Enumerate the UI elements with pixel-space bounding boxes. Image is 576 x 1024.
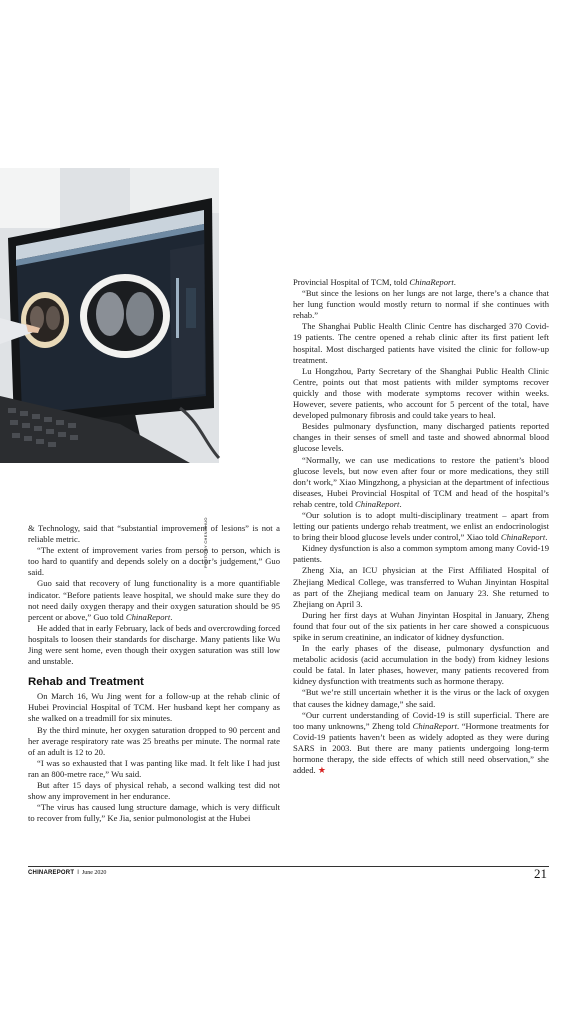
paragraph: In the early phases of the disease, pulmonary dysfunction and metabolic acidosis (acid accumulation in the body) from kidney lesions could be fatal. In later phases, however, many patients recovered from kidney dysfunction with treatments such as hormone therapy. [293,643,549,687]
section-subhead: Rehab and Treatment [28,676,144,689]
paragraph: Besides pulmonary dysfunction, many discharged patients reported changes in their senses of smell and taste and showed abnormal blood glucose levels. [293,421,549,454]
paragraph: During her first days at Wuhan Jinyintan Hospital in January, Zheng found that four out of the six patients in her care showed a conspicuous spike in serum creatinine, an indicator of kidney dysfunction. [293,609,549,642]
ct-scan-monitor-illustration [0,168,219,463]
paragraph: By the third minute, her oxygen saturation dropped to 90 percent and her average respiratory rate was 25 breaths per minute. The normal rate of an adult is 12 to 20. [28,724,280,757]
magazine-name: CHINAREPORT [28,870,75,876]
paragraph: “I was so exhausted that I was panting like mad. It felt like I had just ran an 800-metre race,” Wu said. [28,757,280,779]
paragraph: & Technology, said that “substantial improvement of lesions” is not a reliable metric. [28,523,280,545]
paragraph: Kidney dysfunction is also a common symptom among many Covid-19 patients. [293,543,549,565]
paragraph: “Our current understanding of Covid-19 is still superficial. There are too many unknowns,” Zheng told ChinaReport. “Hormone treatments for Covid-19 patients haven’t been as widely adopted as they were during SARS in 2003. But there are many patients undergoing long-term hormone therapy, the side effects of which still need observation,” she added. ★ [293,709,549,776]
paragraph: Zheng Xia, an ICU physician at the First Affiliated Hospital of Zhejiang Medical College, was transferred to Wuhan Jinyintan Hospital as part of the Zhejiang medical team on January 23. She returned to Zhejiang on April 3. [293,565,549,609]
paragraph: But after 15 days of physical rehab, a second walking test did not show any improvement in her endurance. [28,779,280,802]
photo-credit: PHOTO BY CHEN ZHUO [203,517,208,568]
paragraph: “The extent of improvement varies from person to person, which is too hard to quantify and depends solely on a doctor’s judgement,” Guo said. [28,545,280,578]
paragraph: Provincial Hospital of TCM, told ChinaReport. [293,277,456,287]
paragraph: “Our solution is to adopt multi-disciplinary treatment – apart from letting our patients undergo rehab treatment, we enlist an endocrinologist to bring their blood glucose levels under control,” Xiao told ChinaReport. [293,509,549,543]
paragraph: “But we’re still uncertain whether it is the virus or the lack of oxygen that causes the kidney damage,” she said. [293,687,549,709]
paragraph: He added that in early February, lack of beds and overcrowding forced hospitals to loosen their standards for discharge. Many patients like Wu Jing were sent home, even though their oxygen saturation was still low and unstable. [28,622,280,667]
left-column [28,523,280,824]
paragraph: Lu Hongzhou, Party Secretary of the Shanghai Public Health Clinic Centre, points out that most patients with milder symptoms recover quickly and those with moderate symptoms recover within weeks. However, severe patients, who account for 5 percent of the total, have developed pulmonary fibrosis and could take years to heal. [293,365,549,421]
issue-date: June 2020 [81,870,107,876]
right-column [293,277,549,776]
paragraph: On March 16, Wu Jing went for a follow-up at the rehab clinic of Hubei Provincial Hospital of TCM. Her husband kept her company as she walked on a treadmill for six minutes. [28,691,280,724]
paragraph: “The virus has caused lung structure damage, which is very difficult to recover from fully,” Ke Jia, senior pulmonologist at the Hubei [28,802,280,824]
paragraph: The Shanghai Public Health Clinic Centre has discharged 370 Covid-19 patients. The centre opened a rehab clinic after its first patient left hospital. Most discharged patients have visited the clinic for follow-up treatment. [293,321,549,365]
paragraph: Guo said that recovery of lung functionality is a more quantifiable indicator. “Before patients leave hospital, we should make sure they do not need daily oxygen therapy and their oxygen saturation should be 95 percent or above,” Guo told ChinaReport. [28,578,280,622]
page-number: 21 [534,866,547,881]
paragraph: “Normally, we can use medications to restore the patient’s blood glucose levels, but now even after four or more medications, they still don’t work,” Xiao Mingzhong, a physician at the department of infectious diseases, Hubei Provincial Hospital of TCM and head of the hospital’s rehab centre, told ChinaReport. [293,454,549,509]
folio-separator: I [77,870,79,876]
footer-folio [28,870,106,876]
paragraph: “But since the lesions on her lungs are not large, there’s a chance that her lung function would mostly return to normal if she continues with rehab.” [293,288,549,321]
footer-rule [28,866,549,867]
end-of-article-star-icon: ★ [317,765,326,776]
